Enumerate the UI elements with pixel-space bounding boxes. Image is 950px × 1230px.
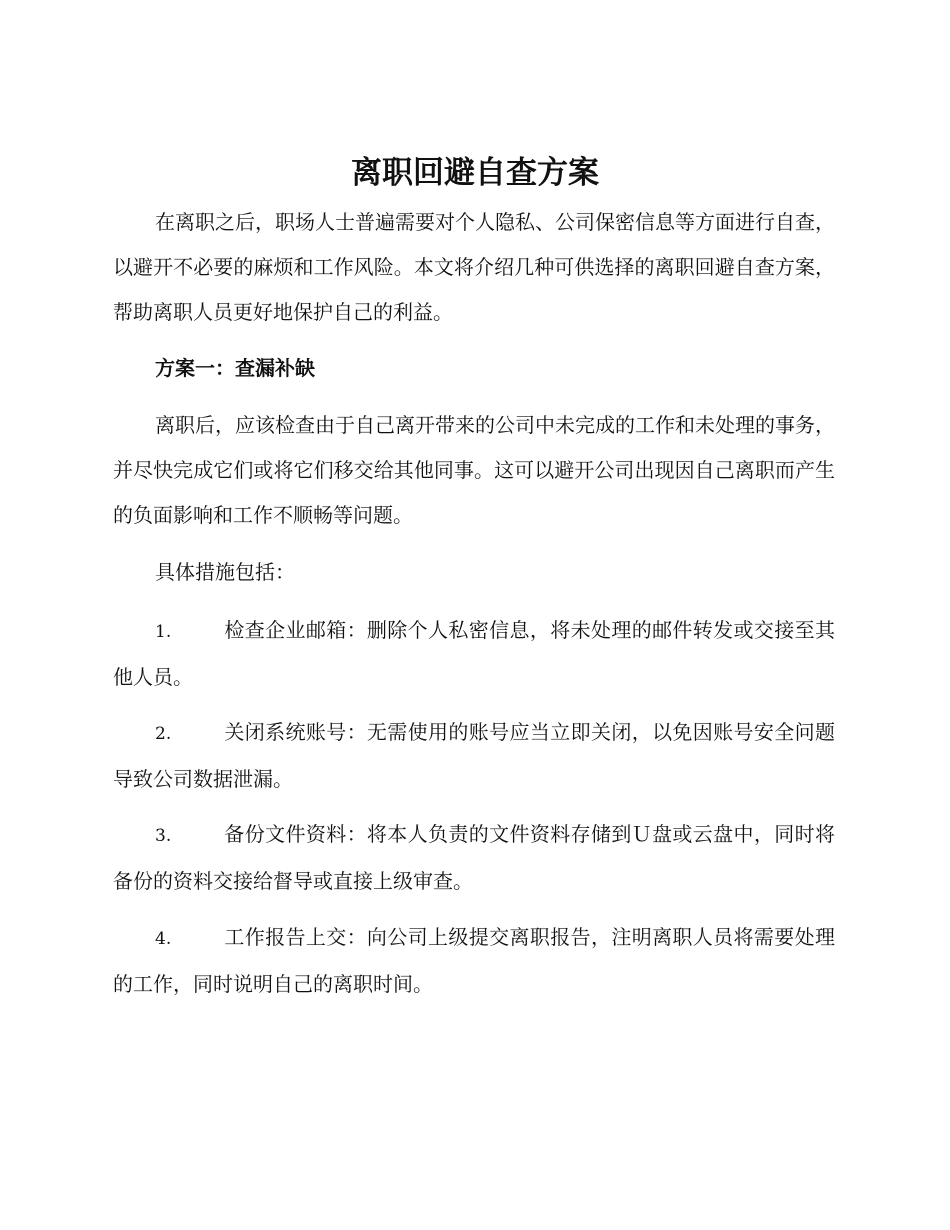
list-item	[113, 710, 835, 802]
list-item	[113, 812, 835, 904]
list-item-number: 3.	[155, 826, 172, 846]
list-item-number: 1.	[155, 622, 172, 642]
list-item-number: 4.	[155, 929, 172, 949]
list-item	[113, 915, 835, 1007]
measures-intro: 具体措施包括：	[155, 560, 295, 584]
list-item-text: 检查企业邮箱：删除个人私密信息，将未处理的邮件转发或交接至其他人员。	[113, 618, 835, 689]
intro-paragraph: 在离职之后，职场人士普遍需要对个人隐私、公司保密信息等方面进行自查，以避开不必要的麻烦和工作风险。本文将介绍几种可供选择的离职回避自查方案，帮助离职人员更好地保护自己的利益。	[113, 210, 835, 324]
list-item-text: 备份文件资料：将本人负责的文件资料存储到Ｕ盘或云盘中，同时将备份的资料交接给督导或直接上级审查。	[113, 822, 835, 893]
document-title: 离职回避自查方案	[351, 155, 599, 191]
list-item-number: 2.	[155, 724, 172, 744]
section-heading: 方案一：查漏补缺	[155, 356, 315, 380]
section-paragraph: 离职后，应该检查由于自己离开带来的公司中未完成的工作和未处理的事务，并尽快完成它们或将它们移交给其他同事。这可以避开公司出现因自己离职而产生的负面影响和工作不顺畅等问题。	[113, 413, 835, 527]
list-item-text: 工作报告上交：向公司上级提交离职报告，注明离职人员将需要处理的工作，同时说明自己的离职时间。	[113, 925, 835, 996]
list-item-text: 关闭系统账号：无需使用的账号应当立即关闭，以免因账号安全问题导致公司数据泄漏。	[113, 720, 835, 791]
list-item	[113, 608, 835, 700]
